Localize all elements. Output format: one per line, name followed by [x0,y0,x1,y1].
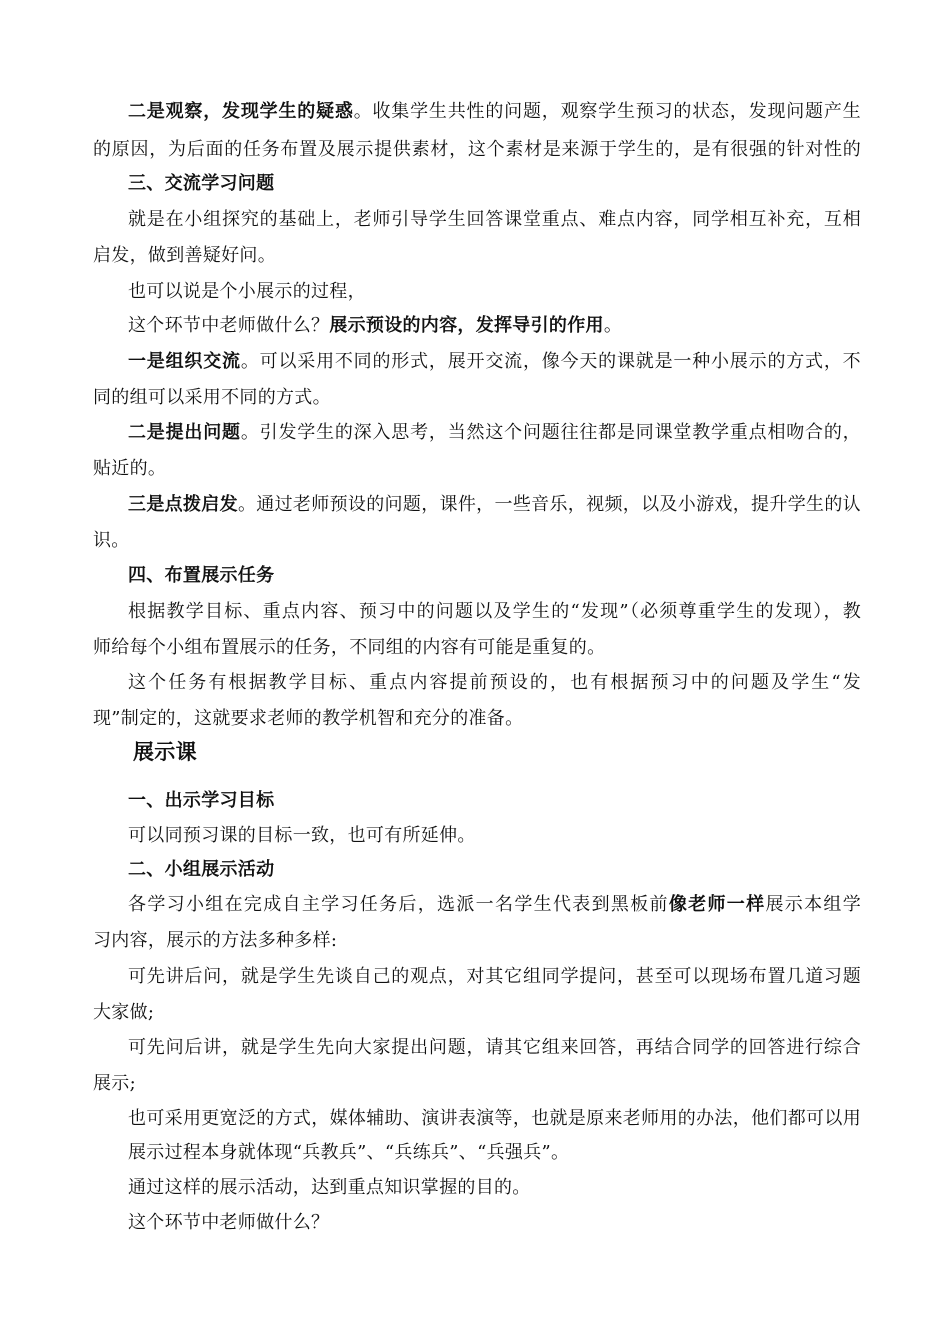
line-text: 现”制定的，这就要求老师的教学机智和充分的准备。 [93,708,524,729]
line-text: 这个环节中老师做什么？ [128,1212,330,1233]
paragraph-line [128,1176,861,1200]
line-text: 。收集学生共性的问题，观察学生预习的状态，发现问题产生 [353,101,861,122]
section-heading: 一、出示学习目标 [128,790,275,811]
paragraph-line [128,671,861,695]
line-text: 展示过程本身就体现“兵教兵”、“兵练兵”、“兵强兵”。 [128,1142,570,1163]
paragraph-line [128,1211,861,1235]
paragraph-line [128,824,861,848]
line-text: 也可以说是个小展示的过程， [128,281,366,302]
bold-lead: 二是观察，发现学生的疑惑 [128,101,354,122]
paragraph-line [93,386,861,410]
line-text: 展示; [93,1073,136,1094]
line-text: 展示本组学 [765,894,862,915]
line-text: 习内容，展示的方法多种多样: [93,930,338,951]
line-text: 。可以采用不同的形式，展开交流，像今天的课就是一种小展示的方式，不 [240,351,861,372]
paragraph-line [128,493,861,517]
paragraph-line [128,600,861,624]
paragraph-line [93,929,861,953]
paragraph-line [128,965,861,989]
line-text: 可先讲后问，就是学生先谈自己的观点，对其它组同学提问，甚至可以现场布置几道习题 [128,966,861,987]
chapter-heading: 展示课 [133,739,197,764]
line-text: 。通过老师预设的问题，课件，一些音乐，视频，以及小游戏，提升学生的认 [237,494,861,515]
bold-lead: 一是组织交流 [128,351,241,372]
line-text: 同的组可以采用不同的方式。 [93,387,331,408]
paragraph-line [93,138,861,162]
line-text: 根据教学目标、重点内容、预习中的问题以及学生的“发现”（必须尊重学生的发现），教 [128,601,861,622]
line-text: 可先问后讲，就是学生先向大家提出问题，请其它组来回答，再结合同学的回答进行综合 [128,1037,861,1058]
line-text: 可以同预习课的目标一致，也可有所延伸。 [128,825,476,846]
paragraph-line [128,1141,861,1165]
bold-lead: 二是提出问题 [128,422,241,443]
line-text: 大家做; [93,1002,155,1023]
paragraph-line [128,1107,861,1131]
line-text: 这个任务有根据教学目标、重点内容提前预设的，也有根据预习中的问题及学生“发 [128,672,861,693]
paragraph-line [128,1036,861,1060]
paragraph-line [93,529,861,553]
line-text: 的原因，为后面的任务布置及展示提供素材，这个素材是来源于学生的，是有很强的针对性的 [93,139,861,160]
line-text: 这个环节中老师做什么？ [128,315,330,336]
line-text: 就是在小组探究的基础上，老师引导学生回答课堂重点、难点内容，同学相互补充，互相 [128,209,861,230]
section-heading: 二、小组展示活动 [128,859,275,880]
bold-lead: 三是点拨启发 [128,494,238,515]
line-text: 。引发学生的深入思考，当然这个问题往往都是同课堂教学重点相吻合的， [240,422,861,443]
paragraph-line [128,421,861,445]
section-heading: 三、交流学习问题 [128,173,275,194]
paragraph-line [93,244,861,268]
paragraph-line [93,1001,861,1025]
line-text: 启发，做到善疑好问。 [93,245,276,266]
paragraph-line [128,350,861,374]
line-text: 也可采用更宽泛的方式，媒体辅助、演讲表演等，也就是原来老师用的办法，他们都可以用 [128,1108,861,1129]
paragraph-line [128,280,861,304]
section-heading: 四、布置展示任务 [128,565,275,586]
line-text: 贴近的。 [93,458,167,479]
line-text: 师给每个小组布置展示的任务，不同组的内容有可能是重复的。 [93,637,606,658]
line-text: 识。 [93,530,130,551]
paragraph-line [128,893,861,917]
paragraph-line [128,100,861,124]
line-text: 。 [603,315,623,336]
bold-phrase: 展示预设的内容，发挥导引的作用 [329,315,604,336]
paragraph-line [93,636,861,660]
paragraph-line [93,457,861,481]
paragraph-line [93,707,861,731]
line-text: 各学习小组在完成自主学习任务后，选派一名学生代表到黑板前 [128,894,669,915]
paragraph-line [93,1072,861,1096]
paragraph-line [128,208,861,232]
bold-phrase: 像老师一样 [668,894,766,915]
paragraph-line [128,314,861,338]
line-text: 通过这样的展示活动，达到重点知识掌握的目的。 [128,1177,531,1198]
